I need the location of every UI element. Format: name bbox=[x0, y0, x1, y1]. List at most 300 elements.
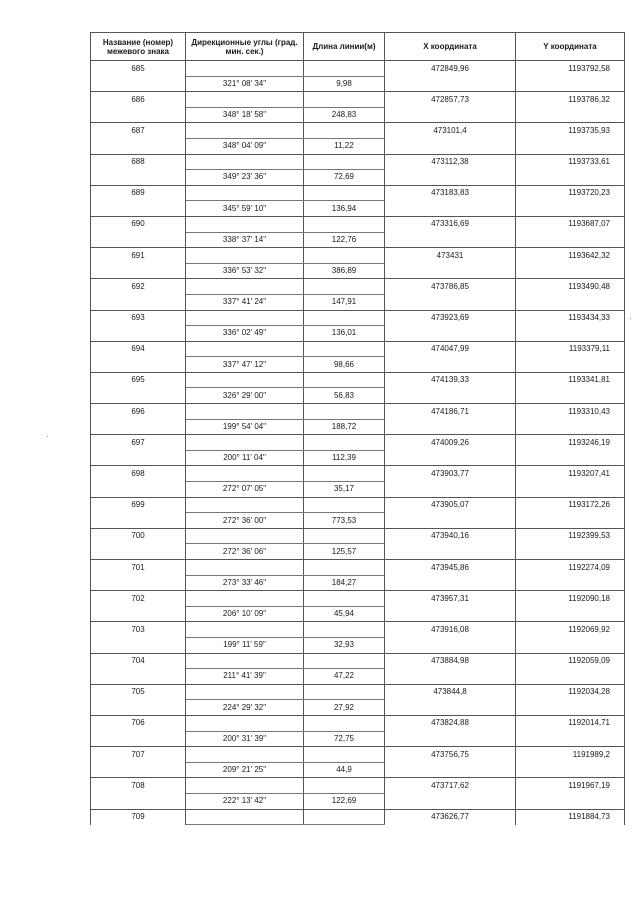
direction-angle: 348° 04' 09" bbox=[186, 138, 304, 154]
x-coordinate: 472857,73 bbox=[385, 92, 516, 108]
line-length: 248,83 bbox=[304, 107, 385, 123]
name-cell-empty bbox=[91, 201, 186, 217]
y-cell-empty bbox=[516, 326, 625, 342]
y-cell-empty bbox=[516, 606, 625, 622]
point-row bbox=[91, 404, 625, 420]
y-cell-empty bbox=[516, 263, 625, 279]
point-name: 695 bbox=[91, 372, 186, 388]
line-length: 773,53 bbox=[304, 513, 385, 529]
point-name: 698 bbox=[91, 466, 186, 482]
x-cell-empty bbox=[385, 263, 516, 279]
direction-angle: 336° 02' 49" bbox=[186, 326, 304, 342]
line-length: 44,9 bbox=[304, 762, 385, 778]
angle-cell-empty bbox=[186, 61, 304, 77]
segment-row bbox=[91, 731, 625, 747]
point-name: 691 bbox=[91, 248, 186, 264]
segment-row bbox=[91, 357, 625, 373]
y-cell-empty bbox=[516, 419, 625, 435]
angle-cell-empty bbox=[186, 341, 304, 357]
line-length: 27,92 bbox=[304, 700, 385, 716]
point-name: 687 bbox=[91, 123, 186, 139]
line-length: 147,91 bbox=[304, 294, 385, 310]
name-cell-empty bbox=[91, 731, 186, 747]
line-length: 32,93 bbox=[304, 637, 385, 653]
line-length: 35,17 bbox=[304, 482, 385, 498]
segment-row bbox=[91, 700, 625, 716]
line-length: 11,22 bbox=[304, 138, 385, 154]
x-cell-empty bbox=[385, 326, 516, 342]
x-coordinate: 473940,16 bbox=[385, 528, 516, 544]
x-coordinate: 473844,8 bbox=[385, 684, 516, 700]
point-row bbox=[91, 528, 625, 544]
direction-angle: 337° 41' 24" bbox=[186, 294, 304, 310]
segment-row bbox=[91, 326, 625, 342]
direction-angle: 272° 36' 00" bbox=[186, 513, 304, 529]
direction-angle: 336° 53' 32" bbox=[186, 263, 304, 279]
direction-angle: 206° 10' 09" bbox=[186, 606, 304, 622]
segment-row bbox=[91, 294, 625, 310]
y-cell-empty bbox=[516, 201, 625, 217]
name-cell-empty bbox=[91, 357, 186, 373]
angle-cell-empty bbox=[186, 310, 304, 326]
header-name: Название (номер) межевого знака bbox=[91, 33, 186, 61]
direction-angle: 345° 59' 10" bbox=[186, 201, 304, 217]
segment-row bbox=[91, 263, 625, 279]
x-coordinate: 473626,77 bbox=[385, 809, 516, 825]
y-cell-empty bbox=[516, 637, 625, 653]
point-row bbox=[91, 279, 625, 295]
point-name: 705 bbox=[91, 684, 186, 700]
point-row bbox=[91, 154, 625, 170]
x-cell-empty bbox=[385, 138, 516, 154]
angle-cell-empty bbox=[186, 622, 304, 638]
length-cell-empty bbox=[304, 435, 385, 451]
y-coordinate: 1193246,19 bbox=[516, 435, 625, 451]
name-cell-empty bbox=[91, 575, 186, 591]
angle-cell-empty bbox=[186, 154, 304, 170]
name-cell-empty bbox=[91, 76, 186, 92]
point-row bbox=[91, 560, 625, 576]
name-cell-empty bbox=[91, 263, 186, 279]
x-cell-empty bbox=[385, 513, 516, 529]
x-coordinate: 474047,99 bbox=[385, 341, 516, 357]
x-coordinate: 472849,96 bbox=[385, 61, 516, 77]
line-length: 112,39 bbox=[304, 450, 385, 466]
point-row bbox=[91, 466, 625, 482]
point-row bbox=[91, 622, 625, 638]
point-row bbox=[91, 310, 625, 326]
name-cell-empty bbox=[91, 606, 186, 622]
direction-angle: 224° 29' 32" bbox=[186, 700, 304, 716]
x-cell-empty bbox=[385, 107, 516, 123]
scan-speck bbox=[47, 436, 48, 437]
segment-row bbox=[91, 637, 625, 653]
length-cell-empty bbox=[304, 279, 385, 295]
y-coordinate: 1193735,93 bbox=[516, 123, 625, 139]
name-cell-empty bbox=[91, 232, 186, 248]
point-row bbox=[91, 185, 625, 201]
line-length: 56,83 bbox=[304, 388, 385, 404]
length-cell-empty bbox=[304, 684, 385, 700]
y-coordinate: 1193642,32 bbox=[516, 248, 625, 264]
y-cell-empty bbox=[516, 513, 625, 529]
name-cell-empty bbox=[91, 513, 186, 529]
length-cell-empty bbox=[304, 372, 385, 388]
y-cell-empty bbox=[516, 450, 625, 466]
x-coordinate: 473916,08 bbox=[385, 622, 516, 638]
angle-cell-empty bbox=[186, 466, 304, 482]
segment-row bbox=[91, 762, 625, 778]
x-coordinate: 474186,71 bbox=[385, 404, 516, 420]
y-cell-empty bbox=[516, 138, 625, 154]
x-coordinate: 473786,85 bbox=[385, 279, 516, 295]
direction-angle: 338° 37' 14" bbox=[186, 232, 304, 248]
segment-row bbox=[91, 388, 625, 404]
direction-angle: 199° 54' 04" bbox=[186, 419, 304, 435]
length-cell-empty bbox=[304, 92, 385, 108]
coordinates-table bbox=[90, 32, 625, 825]
y-coordinate: 1193792,58 bbox=[516, 61, 625, 77]
header-x: X координата bbox=[385, 33, 516, 61]
x-cell-empty bbox=[385, 450, 516, 466]
x-cell-empty bbox=[385, 575, 516, 591]
point-name: 696 bbox=[91, 404, 186, 420]
length-cell-empty bbox=[304, 528, 385, 544]
angle-cell-empty bbox=[186, 778, 304, 794]
length-cell-empty bbox=[304, 248, 385, 264]
angle-cell-empty bbox=[186, 279, 304, 295]
point-name: 697 bbox=[91, 435, 186, 451]
direction-angle: 326° 29' 00" bbox=[186, 388, 304, 404]
x-cell-empty bbox=[385, 731, 516, 747]
point-row bbox=[91, 92, 625, 108]
y-cell-empty bbox=[516, 294, 625, 310]
length-cell-empty bbox=[304, 497, 385, 513]
segment-row bbox=[91, 450, 625, 466]
segment-row bbox=[91, 482, 625, 498]
segment-row bbox=[91, 544, 625, 560]
line-length: 125,57 bbox=[304, 544, 385, 560]
angle-cell-empty bbox=[186, 185, 304, 201]
line-length: 72,75 bbox=[304, 731, 385, 747]
name-cell-empty bbox=[91, 294, 186, 310]
point-name: 699 bbox=[91, 497, 186, 513]
name-cell-empty bbox=[91, 388, 186, 404]
segment-row bbox=[91, 107, 625, 123]
y-coordinate: 1193310,43 bbox=[516, 404, 625, 420]
y-coordinate: 1192014,71 bbox=[516, 715, 625, 731]
segment-row bbox=[91, 606, 625, 622]
header-angle: Дирекционные углы (град. мин. сек.) bbox=[186, 33, 304, 61]
y-coordinate: 1191989,2 bbox=[516, 747, 625, 763]
line-length: 136,01 bbox=[304, 326, 385, 342]
line-length: 72,69 bbox=[304, 170, 385, 186]
point-name: 708 bbox=[91, 778, 186, 794]
line-length: 47,22 bbox=[304, 669, 385, 685]
point-row bbox=[91, 778, 625, 794]
y-cell-empty bbox=[516, 731, 625, 747]
length-cell-empty bbox=[304, 404, 385, 420]
x-cell-empty bbox=[385, 700, 516, 716]
angle-cell-empty bbox=[186, 653, 304, 669]
x-coordinate: 473183,83 bbox=[385, 185, 516, 201]
line-length: 122,76 bbox=[304, 232, 385, 248]
x-cell-empty bbox=[385, 170, 516, 186]
point-row bbox=[91, 123, 625, 139]
point-name: 702 bbox=[91, 591, 186, 607]
x-coordinate: 473945,86 bbox=[385, 560, 516, 576]
name-cell-empty bbox=[91, 170, 186, 186]
x-coordinate: 473905,07 bbox=[385, 497, 516, 513]
point-name: 692 bbox=[91, 279, 186, 295]
direction-angle: 273° 33' 46" bbox=[186, 575, 304, 591]
angle-cell-empty bbox=[186, 123, 304, 139]
angle-cell-empty bbox=[186, 809, 304, 825]
angle-cell-empty bbox=[186, 747, 304, 763]
angle-cell-empty bbox=[186, 216, 304, 232]
x-coordinate: 473431 bbox=[385, 248, 516, 264]
name-cell-empty bbox=[91, 637, 186, 653]
length-cell-empty bbox=[304, 123, 385, 139]
x-coordinate: 474009,26 bbox=[385, 435, 516, 451]
y-cell-empty bbox=[516, 76, 625, 92]
y-coordinate: 1193687,07 bbox=[516, 216, 625, 232]
segment-row bbox=[91, 201, 625, 217]
direction-angle: 211° 41' 39" bbox=[186, 669, 304, 685]
point-row bbox=[91, 747, 625, 763]
point-row bbox=[91, 684, 625, 700]
point-name: 694 bbox=[91, 341, 186, 357]
angle-cell-empty bbox=[186, 372, 304, 388]
y-coordinate: 1193786,32 bbox=[516, 92, 625, 108]
segment-row bbox=[91, 232, 625, 248]
line-length: 122,69 bbox=[304, 793, 385, 809]
header-y: Y координата bbox=[516, 33, 625, 61]
point-name: 709 bbox=[91, 809, 186, 825]
y-coordinate: 1193490,48 bbox=[516, 279, 625, 295]
point-name: 693 bbox=[91, 310, 186, 326]
direction-angle: 321° 08' 34" bbox=[186, 76, 304, 92]
direction-angle: 272° 36' 06" bbox=[186, 544, 304, 560]
x-coordinate: 473923,69 bbox=[385, 310, 516, 326]
point-row bbox=[91, 497, 625, 513]
length-cell-empty bbox=[304, 216, 385, 232]
point-row bbox=[91, 248, 625, 264]
y-coordinate: 1192274,09 bbox=[516, 560, 625, 576]
name-cell-empty bbox=[91, 669, 186, 685]
y-coordinate: 1193434,33 bbox=[516, 310, 625, 326]
point-row bbox=[91, 61, 625, 77]
x-coordinate: 473957,31 bbox=[385, 591, 516, 607]
length-cell-empty bbox=[304, 310, 385, 326]
point-row bbox=[91, 341, 625, 357]
y-coordinate: 1191884,73 bbox=[516, 809, 625, 825]
direction-angle: 337° 47' 12" bbox=[186, 357, 304, 373]
angle-cell-empty bbox=[186, 591, 304, 607]
x-coordinate: 474139,33 bbox=[385, 372, 516, 388]
length-cell-empty bbox=[304, 778, 385, 794]
y-coordinate: 1193172,26 bbox=[516, 497, 625, 513]
y-coordinate: 1193207,41 bbox=[516, 466, 625, 482]
x-cell-empty bbox=[385, 357, 516, 373]
length-cell-empty bbox=[304, 466, 385, 482]
coordinates-sheet bbox=[90, 32, 624, 836]
angle-cell-empty bbox=[186, 435, 304, 451]
y-cell-empty bbox=[516, 388, 625, 404]
name-cell-empty bbox=[91, 326, 186, 342]
line-length: 98,66 bbox=[304, 357, 385, 373]
name-cell-empty bbox=[91, 762, 186, 778]
angle-cell-empty bbox=[186, 684, 304, 700]
header-length: Длина линии(м) bbox=[304, 33, 385, 61]
y-coordinate: 1192034,28 bbox=[516, 684, 625, 700]
segment-row bbox=[91, 575, 625, 591]
angle-cell-empty bbox=[186, 404, 304, 420]
point-name: 689 bbox=[91, 185, 186, 201]
x-cell-empty bbox=[385, 76, 516, 92]
direction-angle: 272° 07' 05" bbox=[186, 482, 304, 498]
direction-angle: 200° 31' 39" bbox=[186, 731, 304, 747]
line-length: 386,89 bbox=[304, 263, 385, 279]
y-coordinate: 1193379,11 bbox=[516, 341, 625, 357]
x-coordinate: 473756,75 bbox=[385, 747, 516, 763]
y-coordinate: 1192059,09 bbox=[516, 653, 625, 669]
direction-angle: 209° 21' 25" bbox=[186, 762, 304, 778]
x-cell-empty bbox=[385, 606, 516, 622]
name-cell-empty bbox=[91, 138, 186, 154]
name-cell-empty bbox=[91, 107, 186, 123]
y-cell-empty bbox=[516, 669, 625, 685]
point-row bbox=[91, 715, 625, 731]
point-row bbox=[91, 216, 625, 232]
y-coordinate: 1192090,18 bbox=[516, 591, 625, 607]
angle-cell-empty bbox=[186, 497, 304, 513]
x-cell-empty bbox=[385, 762, 516, 778]
point-row bbox=[91, 809, 625, 825]
direction-angle: 349° 23' 36" bbox=[186, 170, 304, 186]
direction-angle: 222° 13' 42" bbox=[186, 793, 304, 809]
name-cell-empty bbox=[91, 700, 186, 716]
y-cell-empty bbox=[516, 232, 625, 248]
length-cell-empty bbox=[304, 341, 385, 357]
length-cell-empty bbox=[304, 185, 385, 201]
x-coordinate: 473112,38 bbox=[385, 154, 516, 170]
x-coordinate: 473824,88 bbox=[385, 715, 516, 731]
angle-cell-empty bbox=[186, 560, 304, 576]
point-name: 688 bbox=[91, 154, 186, 170]
point-name: 703 bbox=[91, 622, 186, 638]
angle-cell-empty bbox=[186, 528, 304, 544]
x-coordinate: 473717,62 bbox=[385, 778, 516, 794]
length-cell-empty bbox=[304, 622, 385, 638]
segment-row bbox=[91, 793, 625, 809]
point-row bbox=[91, 372, 625, 388]
point-row bbox=[91, 435, 625, 451]
direction-angle: 200° 11' 04" bbox=[186, 450, 304, 466]
name-cell-empty bbox=[91, 793, 186, 809]
length-cell-empty bbox=[304, 715, 385, 731]
point-name: 701 bbox=[91, 560, 186, 576]
length-cell-empty bbox=[304, 591, 385, 607]
direction-angle: 348° 18' 58" bbox=[186, 107, 304, 123]
y-coordinate: 1193720,23 bbox=[516, 185, 625, 201]
angle-cell-empty bbox=[186, 92, 304, 108]
segment-row bbox=[91, 138, 625, 154]
line-length: 184,27 bbox=[304, 575, 385, 591]
y-cell-empty bbox=[516, 575, 625, 591]
name-cell-empty bbox=[91, 482, 186, 498]
x-cell-empty bbox=[385, 482, 516, 498]
y-coordinate: 1193341,81 bbox=[516, 372, 625, 388]
x-cell-empty bbox=[385, 388, 516, 404]
length-cell-empty bbox=[304, 61, 385, 77]
x-cell-empty bbox=[385, 419, 516, 435]
y-cell-empty bbox=[516, 762, 625, 778]
name-cell-empty bbox=[91, 419, 186, 435]
name-cell-empty bbox=[91, 450, 186, 466]
y-cell-empty bbox=[516, 170, 625, 186]
table-body bbox=[91, 61, 625, 825]
x-coordinate: 473316,69 bbox=[385, 216, 516, 232]
y-cell-empty bbox=[516, 544, 625, 560]
point-name: 707 bbox=[91, 747, 186, 763]
line-length: 136,94 bbox=[304, 201, 385, 217]
point-name: 686 bbox=[91, 92, 186, 108]
y-coordinate: 1193733,61 bbox=[516, 154, 625, 170]
x-cell-empty bbox=[385, 201, 516, 217]
x-cell-empty bbox=[385, 669, 516, 685]
point-name: 685 bbox=[91, 61, 186, 77]
line-length: 9,98 bbox=[304, 76, 385, 92]
segment-row bbox=[91, 76, 625, 92]
line-length: 45,94 bbox=[304, 606, 385, 622]
header-row bbox=[91, 33, 625, 61]
y-cell-empty bbox=[516, 357, 625, 373]
segment-row bbox=[91, 669, 625, 685]
point-row bbox=[91, 591, 625, 607]
angle-cell-empty bbox=[186, 715, 304, 731]
point-name: 700 bbox=[91, 528, 186, 544]
y-cell-empty bbox=[516, 482, 625, 498]
length-cell-empty bbox=[304, 560, 385, 576]
length-cell-empty bbox=[304, 653, 385, 669]
point-name: 690 bbox=[91, 216, 186, 232]
x-cell-empty bbox=[385, 793, 516, 809]
y-coordinate: 1192399,53 bbox=[516, 528, 625, 544]
y-cell-empty bbox=[516, 793, 625, 809]
x-cell-empty bbox=[385, 232, 516, 248]
y-coordinate: 1191967,19 bbox=[516, 778, 625, 794]
scan-speck bbox=[630, 318, 631, 319]
point-name: 704 bbox=[91, 653, 186, 669]
length-cell-empty bbox=[304, 809, 385, 825]
direction-angle: 199° 11' 59" bbox=[186, 637, 304, 653]
y-cell-empty bbox=[516, 700, 625, 716]
x-coordinate: 473884,98 bbox=[385, 653, 516, 669]
x-coordinate: 473903,77 bbox=[385, 466, 516, 482]
line-length: 188,72 bbox=[304, 419, 385, 435]
y-cell-empty bbox=[516, 107, 625, 123]
angle-cell-empty bbox=[186, 248, 304, 264]
point-name: 706 bbox=[91, 715, 186, 731]
x-coordinate: 473101,4 bbox=[385, 123, 516, 139]
name-cell-empty bbox=[91, 544, 186, 560]
point-row bbox=[91, 653, 625, 669]
x-cell-empty bbox=[385, 294, 516, 310]
segment-row bbox=[91, 513, 625, 529]
length-cell-empty bbox=[304, 154, 385, 170]
x-cell-empty bbox=[385, 544, 516, 560]
